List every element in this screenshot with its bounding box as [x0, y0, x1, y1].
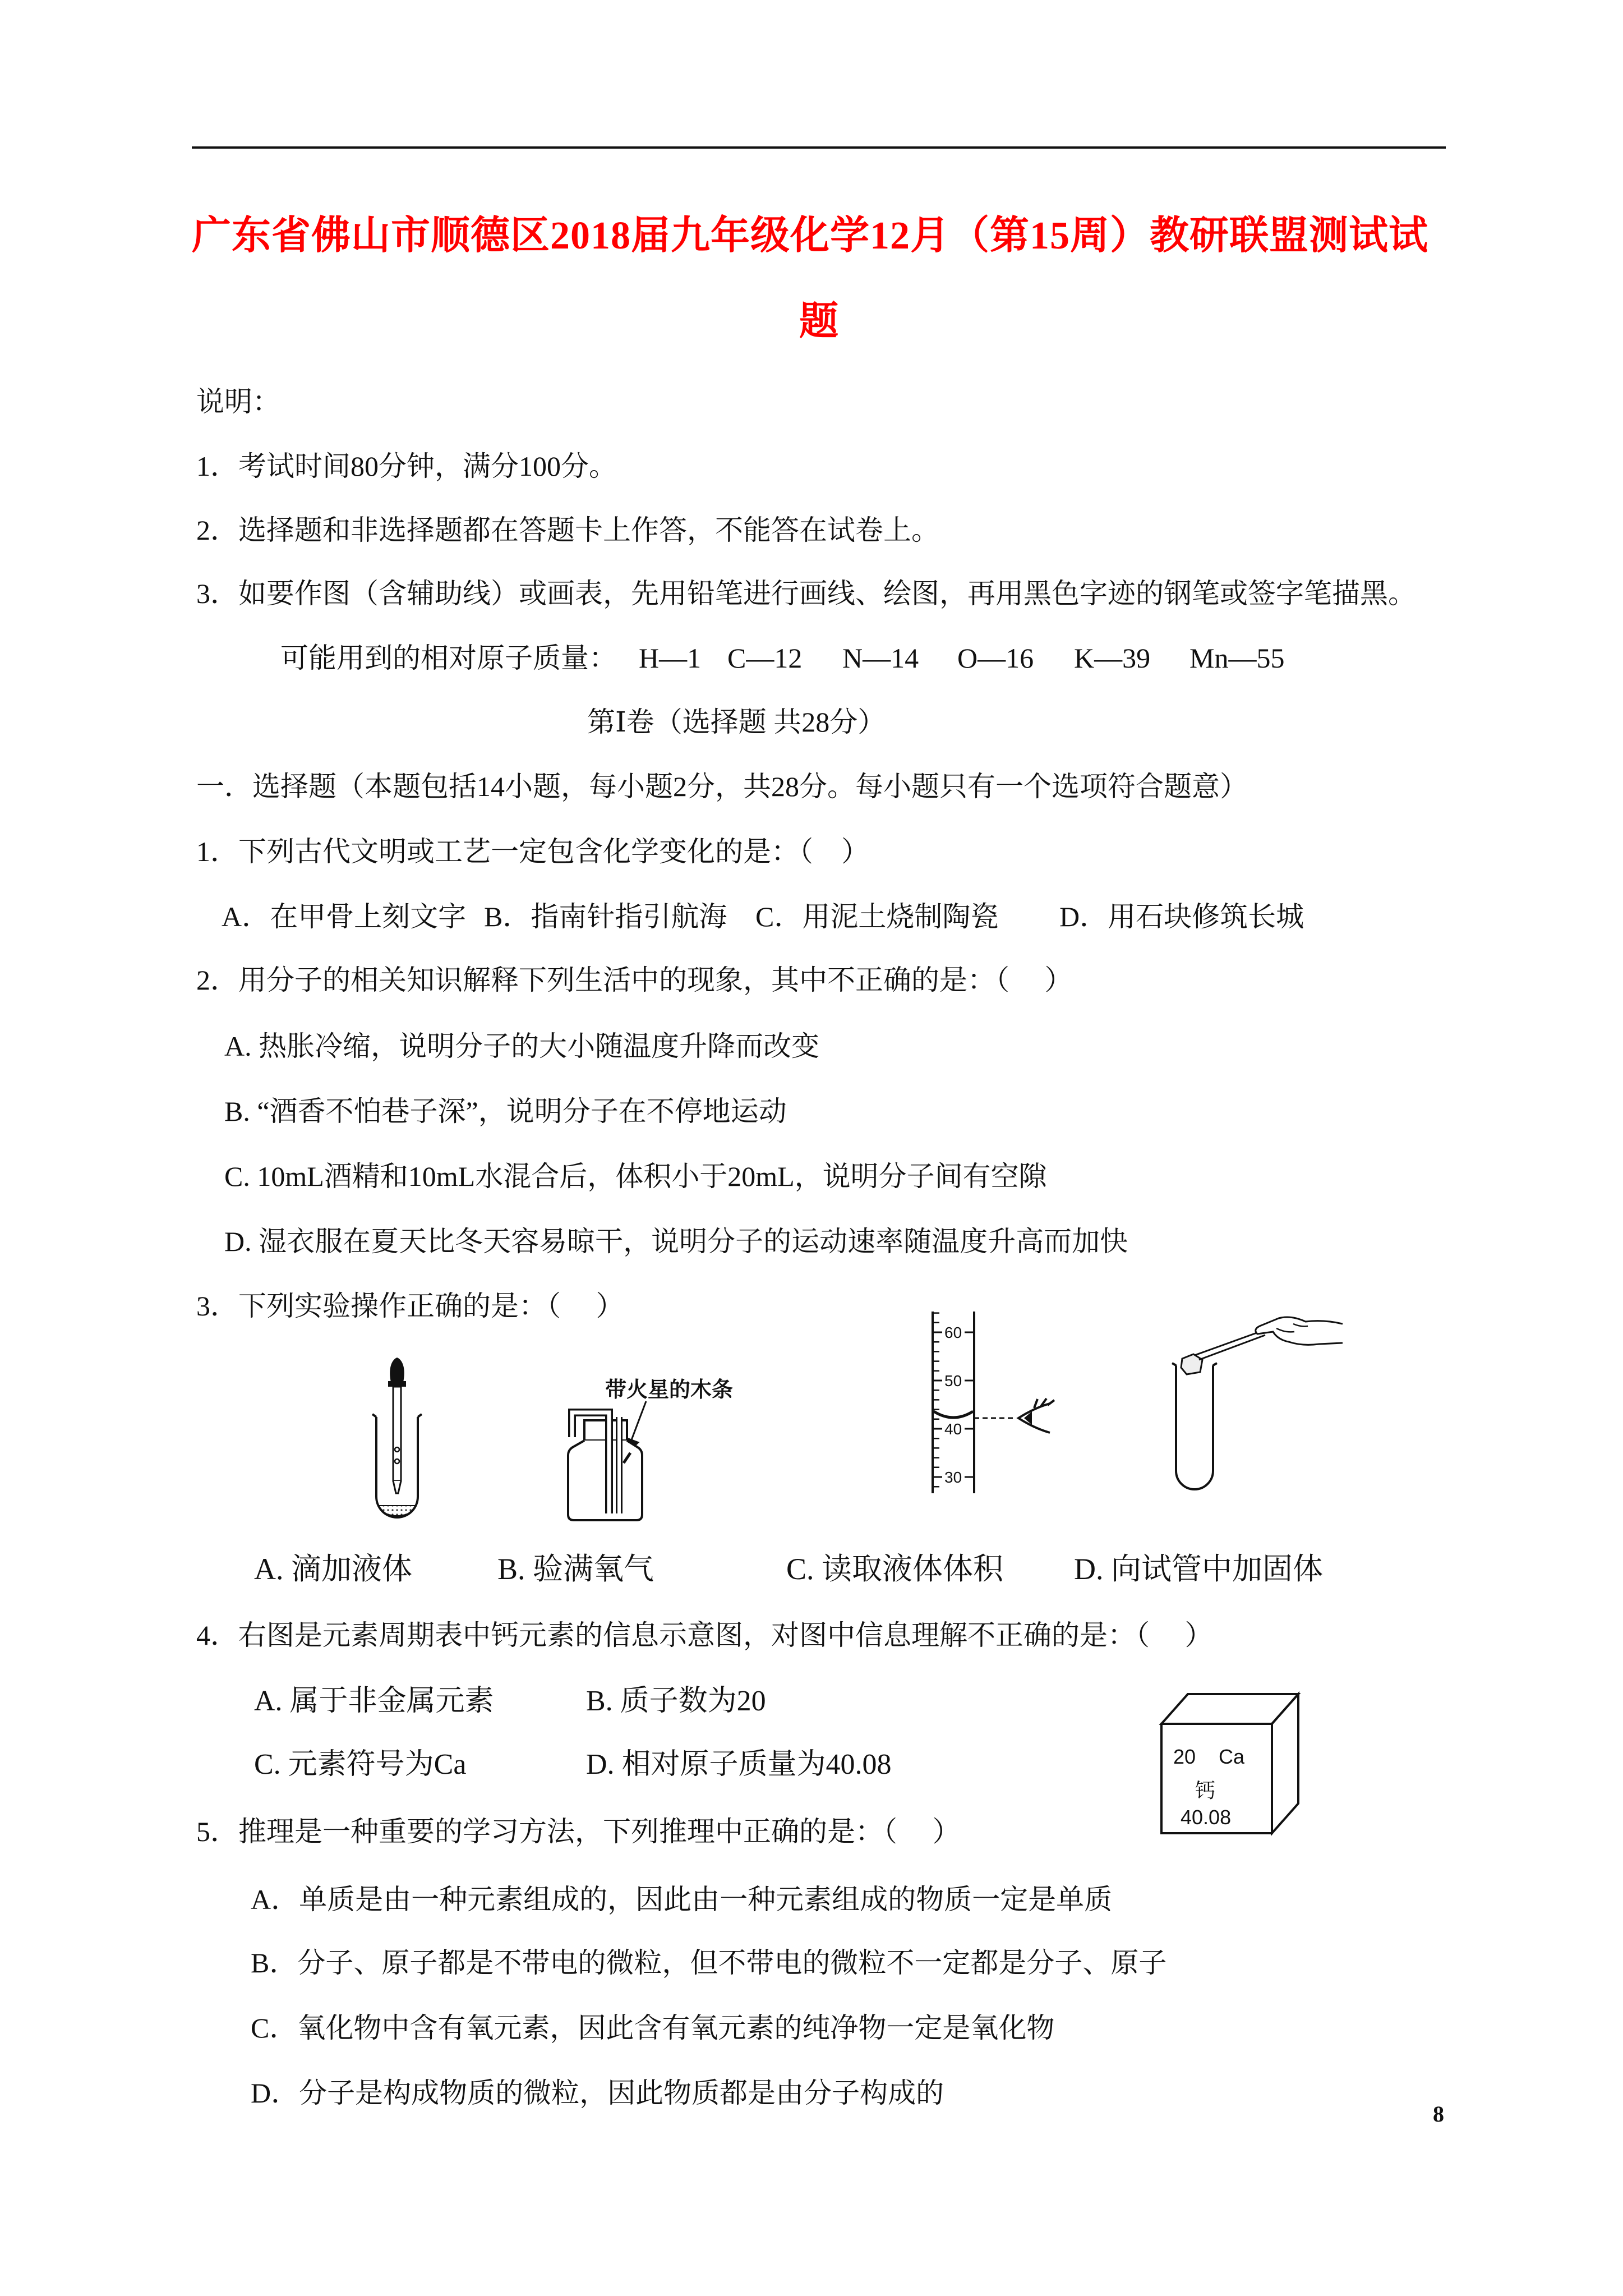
question-1-options: [0, 900, 1623, 936]
question-5-option-c: C．氧化物中含有氧元素，因此含有氧元素的纯净物一定是氧化物: [251, 2012, 1055, 2044]
atomic-mass-item: O—16: [957, 642, 1034, 674]
question-2-option-d: D. 湿衣服在夏天比冬天容易晾干，说明分子的运动速率随温度升高而加快: [224, 1226, 1128, 1257]
question-1-option-a: A．在甲骨上刻文字: [222, 901, 467, 932]
header-rule: [192, 146, 1446, 149]
question-1-option-d: D．用石块修筑长城: [1059, 901, 1304, 932]
question-4-option-d: D. 相对原子质量为40.08: [586, 1749, 892, 1780]
section-title: 第Ⅰ卷（选择题 共28分）: [587, 706, 886, 738]
dropper-tip: [393, 1481, 401, 1493]
question-4-option-b: B. 质子数为20: [586, 1685, 766, 1717]
cylinder-scale-label: 50: [944, 1372, 962, 1389]
question-3-stem: 3．下列实验操作正确的是：（ ）: [196, 1290, 624, 1322]
atomic-mass-item: K—39: [1074, 642, 1151, 674]
question-2-option-b: B. “酒香不怕巷子深”，说明分子在不停地运动: [224, 1096, 787, 1127]
instruction-item: 3．如要作图（含辅助线）或画表，先用铅笔进行画线、绘图，再用黑色字迹的钢笔或签字笔描黑。: [196, 578, 1416, 609]
question-3-option-b: B. 验满氧气: [497, 1552, 654, 1586]
exam-title-line-2: 题: [799, 300, 839, 343]
exam-title-line-1: 广东省佛山市顺德区2018届九年级化学12月（第15周）教研联盟测试试: [192, 214, 1428, 257]
atomic-mass-item: N—14: [842, 642, 919, 674]
question-1-option-c: C．用泥土烧制陶瓷: [755, 901, 999, 932]
atomic-mass-item: Mn—55: [1189, 642, 1285, 674]
figure-c-reading-volume: [920, 1307, 1066, 1498]
solid-granule: [1181, 1354, 1202, 1374]
question-2-option-a: A. 热胀冷缩，说明分子的大小随温度升降而改变: [224, 1030, 820, 1062]
atomic-mass-item: H—1: [639, 642, 702, 674]
figure-b-oxygen-check: [555, 1369, 757, 1531]
question-4-options-row-2: [0, 1747, 1623, 1783]
question-5-stem: 5．推理是一种重要的学习方法，下列推理中正确的是：（ ）: [196, 1816, 961, 1847]
dropper-glass-tube: [393, 1387, 401, 1481]
question-2-option-c: C. 10mL酒精和10mL水混合后，体积小于20mL，说明分子间有空隙: [224, 1161, 1047, 1192]
figure-a-dropping-liquid: [359, 1346, 443, 1526]
cylinder-major-ticks: [933, 1332, 974, 1477]
question-5-option-d: D．分子是构成物质的微粒，因此物质都是由分子构成的: [251, 2077, 944, 2109]
question-1-option-b: B．指南针指引航海: [484, 901, 727, 932]
page-number: 8: [1433, 2101, 1444, 2127]
atomic-masses-label: 可能用到的相对原子质量：: [280, 642, 617, 674]
question-4-options-row-1: [0, 1684, 1623, 1720]
question-5-option-b: B．分子、原子都是不带电的微粒，但不带电的微粒不一定都是分子、原子: [251, 1947, 1167, 1978]
element-name: 钙: [1195, 1779, 1216, 1802]
atomic-mass-item: C—12: [727, 642, 803, 674]
question-5-option-a: A．单质是由一种元素组成的，因此由一种元素组成的物质一定是单质: [251, 1884, 1113, 1915]
cylinder-scale-label: 40: [944, 1420, 962, 1438]
question-1-stem: 1．下列古代文明或工艺一定包含化学变化的是：（ ）: [196, 836, 869, 867]
figure-d-adding-solid: [1161, 1307, 1352, 1498]
instruction-item: 2．选择题和非选择题都在答题卡上作答，不能答在试卷上。: [196, 514, 939, 546]
hand-icon: [1256, 1317, 1343, 1345]
question-3-options: [0, 1551, 1623, 1587]
cylinder-scale-label: 30: [944, 1469, 962, 1486]
question-3-option-a: A. 滴加液体: [254, 1552, 412, 1586]
cylinder-scale-label: 60: [944, 1324, 962, 1341]
test-tube: [1176, 1365, 1213, 1489]
question-4-option-a: A. 属于非金属元素: [254, 1685, 494, 1717]
question-2-stem: 2．用分子的相关知识解释下列生活中的现象，其中不正确的是：（ ）: [196, 964, 1073, 996]
question-4-stem: 4．右图是元素周期表中钙元素的信息示意图，对图中信息理解不正确的是：（ ）: [196, 1619, 1213, 1651]
question-4-option-c: C. 元素符号为Ca: [254, 1749, 467, 1780]
meniscus: [934, 1411, 973, 1418]
question-3-option-c: C. 读取液体体积: [786, 1552, 1004, 1586]
element-symbol: Ca: [1219, 1745, 1245, 1768]
instruction-item: 1．考试时间80分钟，满分100分。: [196, 450, 617, 482]
tweezers: [1195, 1331, 1265, 1360]
section-intro: 一．选择题（本题包括14小题，每小题2分，共28分。每小题只有一个选项符合题意）: [196, 771, 1248, 802]
element-atomic-mass: 40.08: [1181, 1806, 1232, 1829]
calcium-element-card: [1150, 1683, 1312, 1846]
atomic-masses-line: [0, 641, 1623, 677]
instructions-heading: 说明：: [196, 386, 280, 417]
splint-label: 带火星的木条: [605, 1378, 734, 1402]
eyelash-icon: [1034, 1398, 1054, 1408]
question-3-option-d: D. 向试管中加固体: [1074, 1552, 1323, 1586]
dropper-bulb: [390, 1358, 404, 1382]
element-atomic-number: 20: [1173, 1745, 1196, 1768]
